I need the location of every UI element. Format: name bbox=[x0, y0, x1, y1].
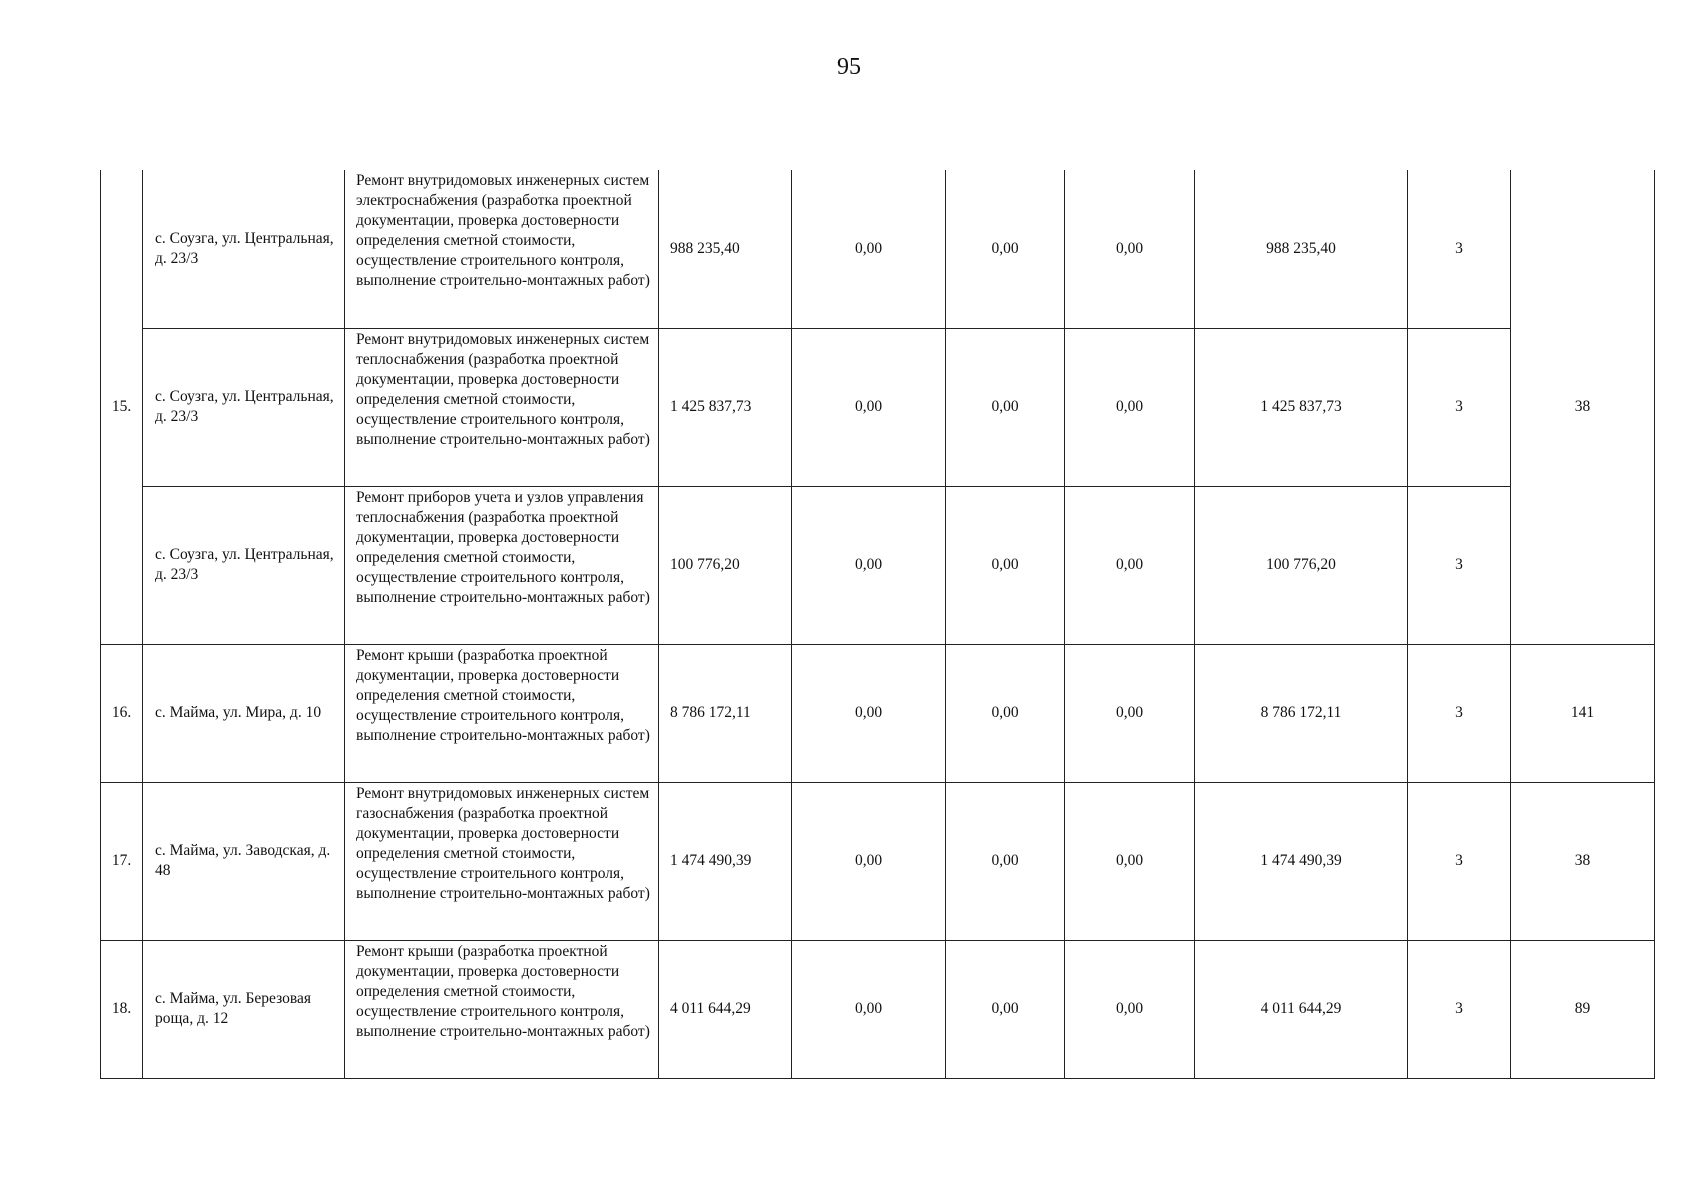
value-cell: 0,00 bbox=[792, 170, 946, 328]
row-number: 18. bbox=[101, 940, 143, 1078]
cost-cell: 1 474 490,39 bbox=[659, 782, 792, 940]
total-cell: 1 474 490,39 bbox=[1195, 782, 1408, 940]
work-description-cell: Ремонт внутридомовых инженерных систем газоснабжения (разработка проектной документации, проверка достоверности определения сметной стоимости, осуществление строительного контроля, выполнение строительно-монтажных работ) bbox=[345, 782, 659, 940]
value-cell: 0,00 bbox=[792, 940, 946, 1078]
work-description-cell: Ремонт внутридомовых инженерных систем электроснабжения (разработка проектной документации, проверка достоверности определения сметной стоимости, осуществление строительного контроля, выполнение строительно-монтажных работ) bbox=[345, 170, 659, 328]
repair-program-table bbox=[100, 170, 1655, 1079]
value-cell: 0,00 bbox=[792, 486, 946, 644]
work-description-cell: Ремонт крыши (разработка проектной документации, проверка достоверности определения сметной стоимости, осуществление строительного контроля, выполнение строительно-монтажных работ) bbox=[345, 940, 659, 1078]
value-cell: 0,00 bbox=[1065, 940, 1195, 1078]
cost-cell: 4 011 644,29 bbox=[659, 940, 792, 1078]
total-cell: 988 235,40 bbox=[1195, 170, 1408, 328]
table-row bbox=[101, 170, 1655, 328]
cost-cell: 988 235,40 bbox=[659, 170, 792, 328]
value-cell: 0,00 bbox=[792, 782, 946, 940]
quantity-cell: 3 bbox=[1408, 170, 1511, 328]
table-row bbox=[101, 644, 1655, 782]
work-description-cell: Ремонт крыши (разработка проектной документации, проверка достоверности определения сметной стоимости, осуществление строительного контроля, выполнение строительно-монтажных работ) bbox=[345, 644, 659, 782]
value-cell: 0,00 bbox=[1065, 486, 1195, 644]
address-cell: с. Майма, ул. Заводская, д. 48 bbox=[143, 782, 345, 940]
address-cell: с. Соузга, ул. Центральная, д. 23/3 bbox=[143, 328, 345, 486]
address-cell: с. Майма, ул. Мира, д. 10 bbox=[143, 644, 345, 782]
row-number: 16. bbox=[101, 644, 143, 782]
total-cell: 100 776,20 bbox=[1195, 486, 1408, 644]
value-cell: 0,00 bbox=[946, 782, 1065, 940]
quantity-cell: 3 bbox=[1408, 644, 1511, 782]
quantity-cell: 3 bbox=[1408, 782, 1511, 940]
work-description-cell: Ремонт внутридомовых инженерных систем теплоснабжения (разработка проектной документации, проверка достоверности определения сметной стоимости, осуществление строительного контроля, выполнение строительно-монтажных работ) bbox=[345, 328, 659, 486]
row-number: 15. bbox=[101, 170, 143, 644]
quantity-cell: 3 bbox=[1408, 940, 1511, 1078]
value-cell: 0,00 bbox=[946, 486, 1065, 644]
last-column-cell: 38 bbox=[1511, 170, 1655, 644]
value-cell: 0,00 bbox=[1065, 782, 1195, 940]
table-row bbox=[101, 328, 1655, 486]
value-cell: 0,00 bbox=[1065, 328, 1195, 486]
last-column-cell: 141 bbox=[1511, 644, 1655, 782]
value-cell: 0,00 bbox=[1065, 644, 1195, 782]
page-number: 95 bbox=[837, 54, 861, 80]
last-column-cell: 38 bbox=[1511, 782, 1655, 940]
cost-cell: 1 425 837,73 bbox=[659, 328, 792, 486]
address-cell: с. Майма, ул. Березовая роща, д. 12 bbox=[143, 940, 345, 1078]
table-row bbox=[101, 486, 1655, 644]
cost-cell: 8 786 172,11 bbox=[659, 644, 792, 782]
row-number: 17. bbox=[101, 782, 143, 940]
cost-cell: 100 776,20 bbox=[659, 486, 792, 644]
address-cell: с. Соузга, ул. Центральная, д. 23/3 bbox=[143, 486, 345, 644]
work-description-cell: Ремонт приборов учета и узлов управления теплоснабжения (разработка проектной документации, проверка достоверности определения сметной стоимости, осуществление строительного контроля, выполнение строительно-монтажных работ) bbox=[345, 486, 659, 644]
table-row bbox=[101, 940, 1655, 1078]
value-cell: 0,00 bbox=[792, 644, 946, 782]
last-column-cell: 89 bbox=[1511, 940, 1655, 1078]
quantity-cell: 3 bbox=[1408, 486, 1511, 644]
total-cell: 8 786 172,11 bbox=[1195, 644, 1408, 782]
value-cell: 0,00 bbox=[1065, 170, 1195, 328]
value-cell: 0,00 bbox=[946, 940, 1065, 1078]
quantity-cell: 3 bbox=[1408, 328, 1511, 486]
value-cell: 0,00 bbox=[946, 170, 1065, 328]
value-cell: 0,00 bbox=[946, 644, 1065, 782]
total-cell: 1 425 837,73 bbox=[1195, 328, 1408, 486]
total-cell: 4 011 644,29 bbox=[1195, 940, 1408, 1078]
value-cell: 0,00 bbox=[792, 328, 946, 486]
address-cell: с. Соузга, ул. Центральная, д. 23/3 bbox=[143, 170, 345, 328]
value-cell: 0,00 bbox=[946, 328, 1065, 486]
table-row bbox=[101, 782, 1655, 940]
